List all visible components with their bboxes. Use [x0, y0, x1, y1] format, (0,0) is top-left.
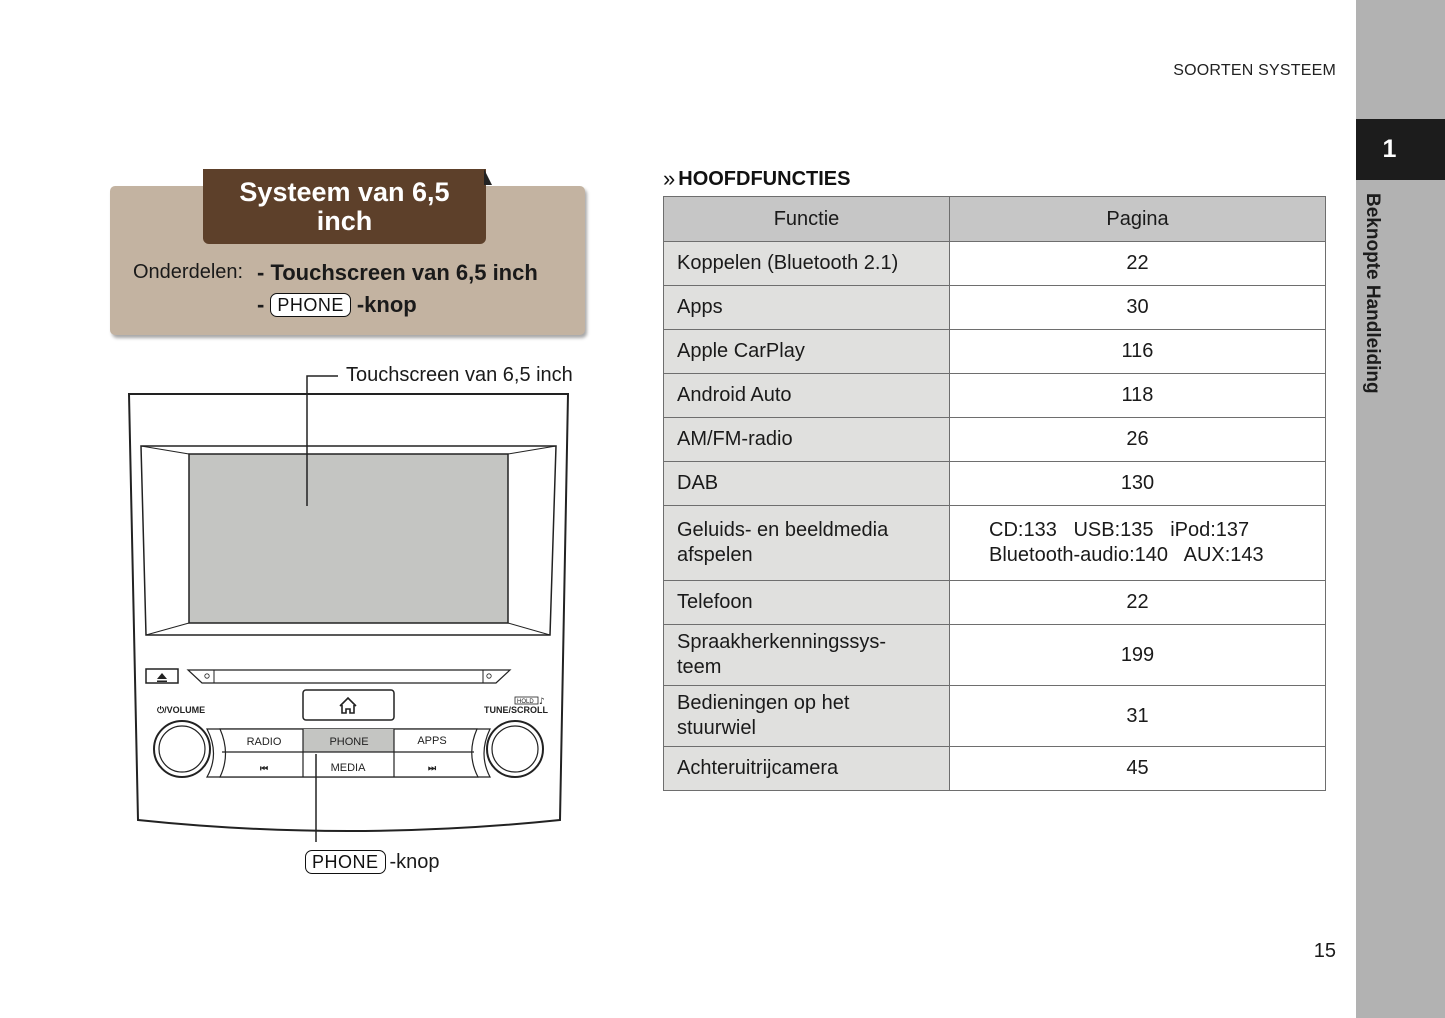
page-cell: 199 [950, 625, 1326, 686]
page-cell: 45 [950, 747, 1326, 791]
phone-button: PHONE [329, 736, 369, 748]
function-cell: Apple CarPlay [664, 330, 950, 374]
chapter-title: Beknopte Handleiding [1362, 193, 1383, 394]
page-cell-line: CD:133 USB:135 iPod:137 [989, 519, 1250, 541]
function-cell: Apps [664, 286, 950, 330]
disc-slot [188, 670, 510, 683]
apps-button: APPS [417, 735, 447, 747]
phone-key-badge: PHONE [270, 293, 351, 317]
table-row [664, 242, 1326, 286]
phone-key-callout-label [305, 850, 440, 874]
table-row [664, 330, 1326, 374]
table-row [664, 462, 1326, 506]
function-cell-line: afspelen [677, 544, 753, 566]
table-row [664, 506, 1326, 581]
function-cell [664, 625, 950, 686]
parts-item-suffix: -knop [356, 292, 417, 317]
tune-scroll-knob [487, 721, 543, 777]
table-row [664, 686, 1326, 747]
page-cell [950, 506, 1326, 581]
function-cell-line: stuurwiel [677, 717, 756, 739]
page-cell: 22 [950, 581, 1326, 625]
table-row [664, 286, 1326, 330]
function-cell: Telefoon [664, 581, 950, 625]
function-cell-line: Bedieningen op het [677, 692, 850, 714]
function-cell: Koppelen (Bluetooth 2.1) [664, 242, 950, 286]
table-row [664, 625, 1326, 686]
parts-item-touchscreen: - Touchscreen van 6,5 inch [257, 260, 538, 285]
svg-text:HOLD: HOLD [517, 699, 534, 705]
page-cell-line: Bluetooth-audio:140 AUX:143 [989, 544, 1264, 566]
volume-label: ⏻/VOLUME [157, 705, 206, 715]
home-button [303, 690, 394, 720]
phone-key-suffix: -knop [389, 850, 440, 873]
table-row [664, 418, 1326, 462]
page-cell: 116 [950, 330, 1326, 374]
table-header-row [664, 197, 1326, 242]
function-cell: Achteruitrijcamera [664, 747, 950, 791]
previous-track-icon: ⏮ [259, 764, 269, 774]
svg-text:♪: ♪ [539, 697, 545, 707]
function-cell [664, 686, 950, 747]
volume-knob [154, 721, 210, 777]
page-cell: 26 [950, 418, 1326, 462]
page-cell: 30 [950, 286, 1326, 330]
function-cell-line: teem [677, 656, 722, 678]
table-row [664, 581, 1326, 625]
page-cell: 22 [950, 242, 1326, 286]
parts-label: Onderdelen: [133, 261, 244, 283]
page-number: 15 [1313, 940, 1336, 962]
media-button: MEDIA [330, 762, 366, 774]
table-row [664, 747, 1326, 791]
page-cell: 31 [950, 686, 1326, 747]
callout-title-line1: Systeem van 6,5 [239, 177, 450, 207]
page-cell: 118 [950, 374, 1326, 418]
function-cell: DAB [664, 462, 950, 506]
function-cell: Android Auto [664, 374, 950, 418]
function-cell [664, 506, 950, 581]
double-chevron-icon: » [663, 166, 676, 191]
callout-title-line2: inch [316, 206, 373, 236]
tune-scroll-label: TUNE/SCROLL [484, 705, 548, 715]
parts-item-dash: - [257, 292, 265, 317]
next-track-icon: ⏭ [427, 764, 437, 774]
column-header-function: Functie [664, 197, 950, 242]
function-cell: AM/FM-radio [664, 418, 950, 462]
table-row [664, 374, 1326, 418]
phone-key-badge: PHONE [305, 850, 386, 874]
section-heading [663, 166, 850, 192]
function-cell-line: Spraakherkenningssys- [677, 631, 886, 653]
radio-button: RADIO [246, 736, 282, 748]
column-header-page: Pagina [950, 197, 1326, 242]
function-cell-line: Geluids- en beeldmedia [677, 519, 889, 541]
touchscreen [189, 454, 508, 623]
touchscreen-callout-label: Touchscreen van 6,5 inch [346, 364, 573, 386]
chapter-number: 1 [1356, 119, 1445, 180]
running-head: SOORTEN SYSTEEM [1173, 62, 1336, 79]
page-cell: 130 [950, 462, 1326, 506]
main-functions-table [663, 196, 1326, 791]
section-heading-text: HOOFDFUNCTIES [678, 167, 851, 190]
